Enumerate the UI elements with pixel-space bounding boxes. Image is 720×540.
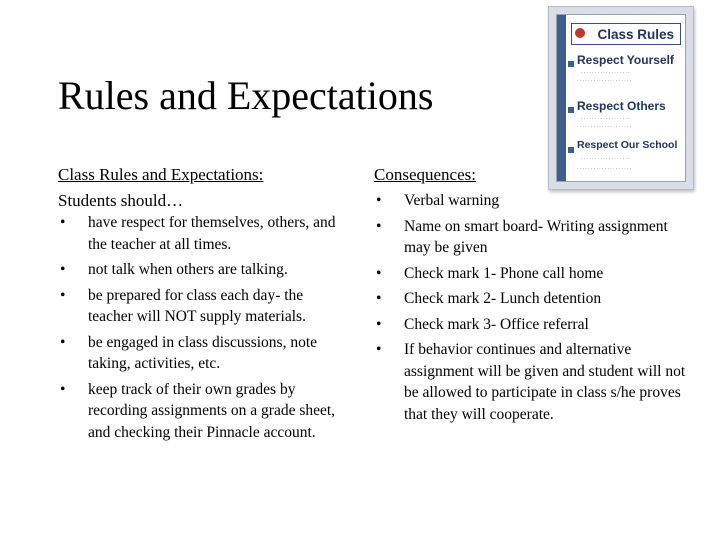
bullet-icon: •	[376, 290, 382, 307]
rules-item-text: have respect for themselves, others, and the teacher at all times.	[88, 214, 336, 253]
rules-heading: Class Rules and Expectations:	[58, 165, 264, 184]
consequences-list-item	[374, 216, 694, 259]
square-bullet-icon	[568, 147, 574, 153]
class-rules-poster	[548, 6, 694, 190]
square-bullet-icon	[568, 107, 574, 113]
rules-item-text: be prepared for class each day- the teacher will NOT supply materials.	[88, 286, 306, 325]
bullet-icon: •	[376, 264, 382, 282]
slide-title: Rules and Expectations	[58, 73, 434, 118]
bullet-icon: •	[60, 380, 66, 398]
bullet-icon: •	[376, 217, 382, 235]
consequences-list	[374, 190, 694, 425]
rules-list-item	[58, 212, 348, 255]
poster-rule: Respect Our School	[577, 139, 678, 151]
poster-word-cloud: . . . . . . . . . . . . . . . . . .	[581, 155, 630, 161]
rules-list	[58, 212, 348, 443]
square-bullet-icon	[568, 61, 574, 67]
consequences-list-item	[374, 314, 694, 336]
consequences-column	[374, 164, 694, 429]
bullet-icon: •	[60, 214, 66, 231]
poster-panel	[556, 14, 686, 182]
bullet-icon: •	[376, 341, 382, 358]
rules-item-text: be engaged in class discussions, note taking, activities, etc.	[88, 333, 318, 372]
consequences-list-item	[374, 288, 694, 310]
rules-list-item	[58, 285, 348, 328]
bullet-icon: •	[60, 333, 66, 351]
rules-list-item	[58, 379, 348, 444]
rules-list-item	[58, 332, 348, 375]
poster-word-cloud: . . . . . . . . . . . . . . . . . .	[581, 115, 630, 121]
consequences-list-item	[374, 339, 694, 425]
consequence-text: Check mark 2- Lunch detention	[404, 290, 602, 307]
consequences-list-item	[374, 190, 694, 212]
consequence-text: Check mark 1- Phone call home	[404, 264, 604, 282]
poster-rule: Respect Others	[577, 99, 666, 113]
poster-side-bar	[557, 15, 566, 181]
rules-item-text: keep track of their own grades by recording assignments on a grade sheet, and checking their Pinnacle account.	[88, 380, 336, 441]
bullet-icon: •	[60, 261, 66, 278]
bullet-icon: •	[376, 315, 382, 333]
poster-title: Class Rules	[571, 23, 681, 45]
rules-intro: Students should…	[58, 191, 184, 210]
poster-word-cloud: . . . . . . . . . . . . . . . . . . . .	[577, 165, 632, 171]
poster-word-cloud: . . . . . . . . . . . . . . . . . . . .	[577, 77, 632, 83]
consequences-heading: Consequences:	[374, 165, 476, 184]
poster-word-cloud: . . . . . . . . . . . . . . . . . . . .	[577, 123, 632, 129]
poster-word-cloud: . . . . . . . . . . . . . . . . . .	[581, 69, 630, 75]
rules-column	[58, 164, 348, 447]
consequence-text: If behavior continues and alternative assignment will be given and student will not be allowed to participate in class s/he proves that they will cooperate.	[404, 341, 686, 423]
consequences-list-item	[374, 263, 694, 285]
consequence-text: Name on smart board- Writing assignment may be given	[404, 217, 668, 256]
bullet-icon: •	[60, 286, 66, 304]
apple-icon	[575, 28, 585, 38]
rules-item-text: not talk when others are talking.	[88, 261, 288, 278]
poster-rule: Respect Yourself	[577, 53, 674, 67]
rules-list-item	[58, 259, 348, 281]
bullet-icon: •	[376, 192, 382, 209]
consequence-text: Check mark 3- Office referral	[404, 315, 589, 333]
consequence-text: Verbal warning	[404, 192, 500, 209]
